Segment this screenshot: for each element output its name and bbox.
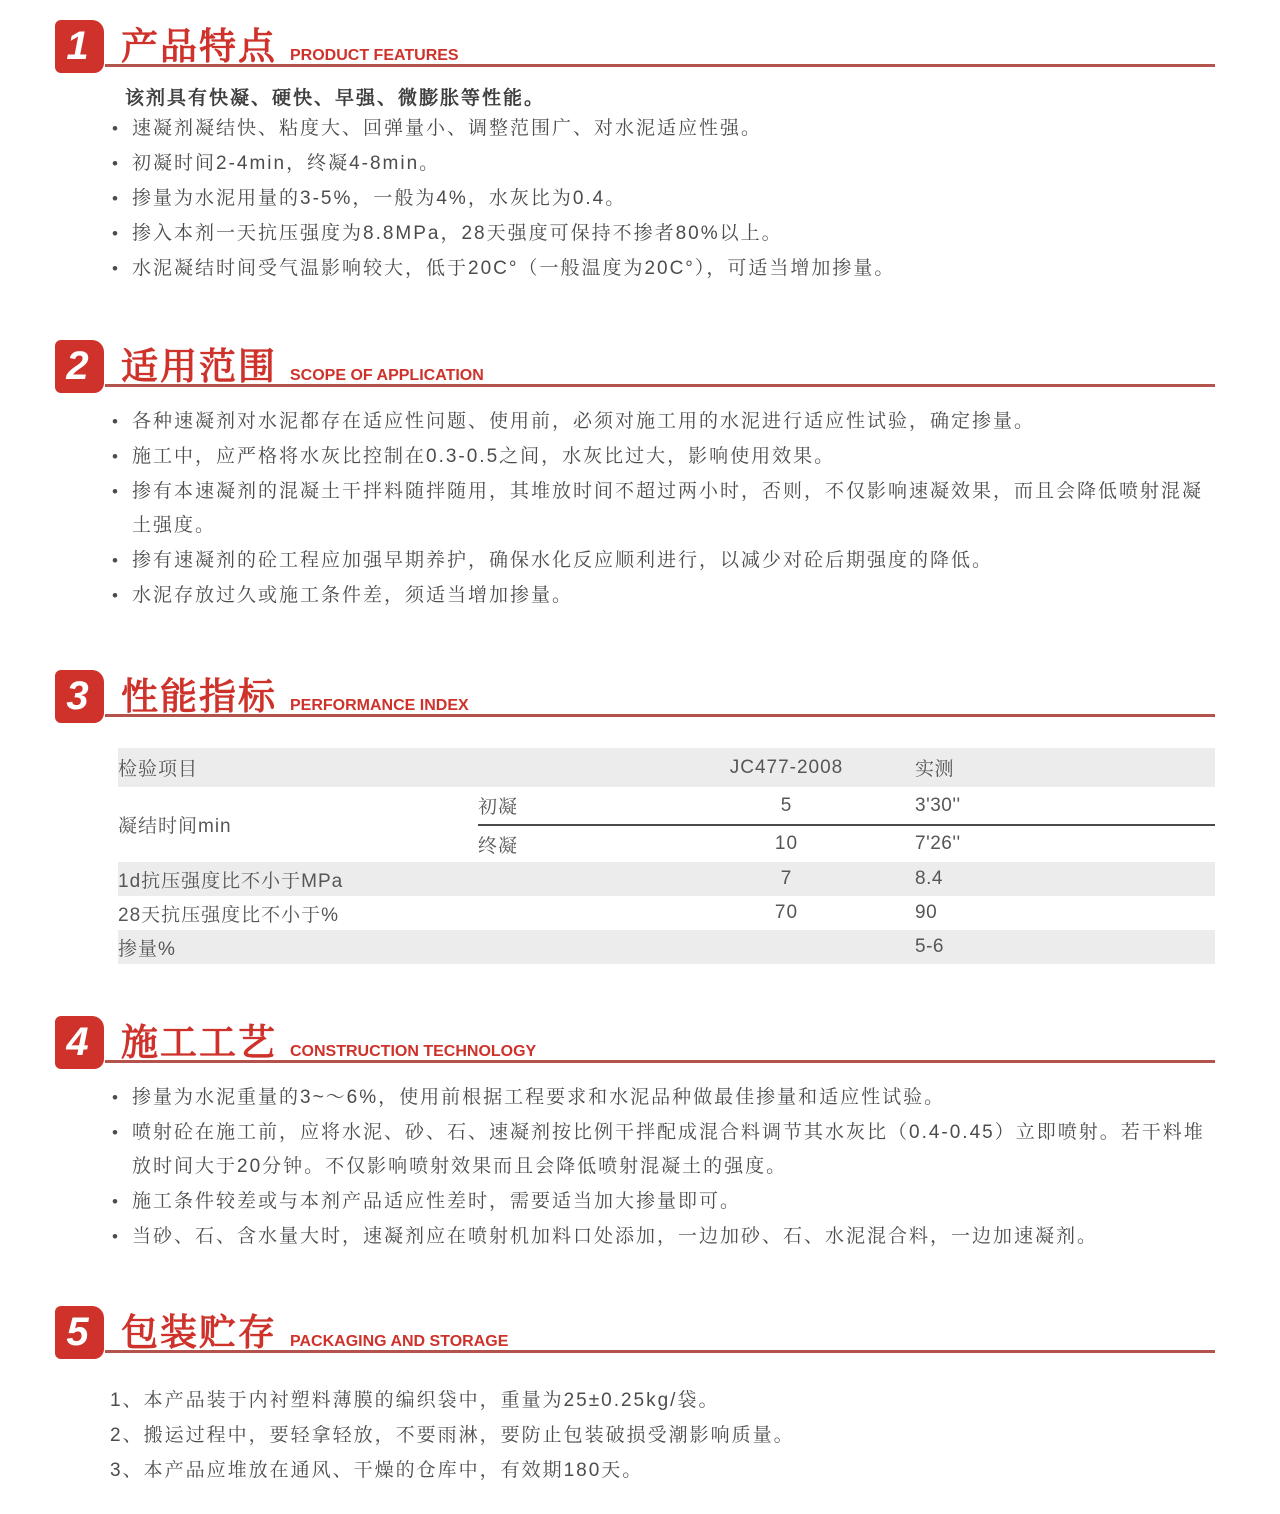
list-item — [112, 112, 1217, 146]
list-item — [112, 1081, 1217, 1115]
section-title-en: PRODUCT FEATURES — [290, 47, 459, 64]
cell-final-measured: 7'26'' — [915, 825, 1215, 862]
cell-measured: 8.4 — [915, 868, 943, 889]
section-scope-of-application — [55, 340, 1217, 614]
col-header-item: 检验项目 — [118, 759, 199, 780]
list-item-text: 掺入本剂一天抗压强度为8.8MPa，28天强度可保持不掺者80%以上。 — [132, 223, 783, 244]
bullet-dot-icon: • — [112, 119, 120, 138]
section-header — [55, 1016, 1217, 1070]
cell-setting-time-label: 凝结时间min — [118, 816, 232, 837]
list-item-text: 喷射砼在施工前，应将水泥、砂、石、速凝剂按比例干拌配成混合料调节其水灰比（0.4-0.45）立即喷射。若干料堆放时间大于20分钟。不仅影响喷射效果而且会降低喷射混凝土的强度。 — [132, 1122, 1205, 1177]
bullet-dot-icon: • — [112, 1192, 120, 1211]
cell-measured: 5-6 — [915, 936, 944, 957]
cell-standard: 7 — [780, 868, 793, 889]
section-title-en: CONSTRUCTION TECHNOLOGY — [290, 1043, 537, 1060]
list-item — [112, 182, 1217, 216]
features-bullet-list — [55, 112, 1217, 286]
construction-bullet-list — [55, 1081, 1217, 1254]
list-item — [110, 1384, 1217, 1418]
cell-final-standard: 10 — [658, 825, 915, 862]
list-item — [110, 1419, 1217, 1453]
section-header — [55, 340, 1217, 394]
section-header — [55, 670, 1217, 724]
section-titles — [121, 340, 484, 387]
bullet-dot-icon: • — [112, 189, 120, 208]
list-item — [112, 252, 1217, 286]
section-title-en: PERFORMANCE INDEX — [290, 697, 469, 714]
bullet-dot-icon: • — [112, 482, 120, 501]
list-item-text: 施工条件较差或与本剂产品适应性差时，需要适当加大掺量即可。 — [132, 1191, 742, 1212]
section-titles — [121, 1016, 536, 1063]
bullet-dot-icon: • — [112, 259, 120, 278]
list-item-text: 速凝剂凝结快、粘度大、回弹量小、调整范围广、对水泥适应性强。 — [132, 118, 763, 139]
section-performance-index — [55, 670, 1217, 964]
list-item — [112, 217, 1217, 251]
cell-standard — [658, 930, 915, 964]
bullet-dot-icon: • — [112, 1088, 120, 1107]
table-row-28d-strength — [118, 896, 1215, 930]
cell-item: 28天抗压强度比不小于% — [118, 904, 340, 926]
section-number-badge: 2 — [55, 340, 104, 393]
col-header-measured: 实测 — [915, 759, 955, 780]
table-header-row — [118, 748, 1215, 787]
list-item — [110, 1454, 1217, 1488]
section-packaging-storage — [55, 1306, 1217, 1489]
cell-standard: 70 — [774, 902, 799, 923]
section-titles — [121, 670, 469, 717]
bullet-dot-icon: • — [112, 154, 120, 173]
cell-blank — [478, 930, 658, 964]
section-title-zh: 产品特点 — [121, 26, 277, 67]
section-header — [55, 20, 1217, 74]
list-item-text: 掺量为水泥重量的3~～6%，使用前根据工程要求和水泥品种做最佳掺量和适应性试验。 — [132, 1087, 946, 1108]
list-item — [112, 440, 1217, 474]
section-titles — [121, 1306, 508, 1353]
list-item-text: 水泥凝结时间受气温影响较大，低于20C°（一般温度为20C°），可适当增加掺量。 — [132, 258, 896, 279]
section-number-badge: 5 — [55, 1306, 104, 1359]
list-item — [112, 475, 1217, 543]
cell-blank — [478, 896, 658, 930]
section-title-zh: 施工工艺 — [121, 1022, 277, 1063]
list-item-text: 施工中，应严格将水灰比控制在0.3-0.5之间，水灰比过大，影响使用效果。 — [132, 446, 836, 467]
section-number-badge: 1 — [55, 20, 104, 73]
list-item-text: 掺有本速凝剂的混凝土干拌料随拌随用，其堆放时间不超过两小时，否则，不仅影响速凝效果，而且会降低喷射混凝土强度。 — [132, 481, 1204, 536]
performance-table — [118, 748, 1215, 964]
cell-initial-measured: 3'30'' — [915, 794, 961, 816]
list-item-text: 当砂、石、含水量大时，速凝剂应在喷射机加料口处添加，一边加砂、石、水泥混合料，一边加速凝剂。 — [132, 1226, 1099, 1247]
list-item-text: 2、搬运过程中，要轻拿轻放，不要雨淋，要防止包装破损受潮影响质量。 — [110, 1425, 795, 1446]
col-header-blank — [478, 748, 658, 787]
list-item-text: 初凝时间2-4min，终凝4-8min。 — [132, 153, 441, 174]
list-item — [112, 405, 1217, 439]
list-item — [112, 1220, 1217, 1254]
bullet-dot-icon: • — [112, 412, 120, 431]
list-item-text: 掺有速凝剂的砼工程应加强早期养护，确保水化反应顺利进行，以减少对砼后期强度的降低。 — [132, 550, 994, 571]
list-item-text: 3、本产品应堆放在通风、干燥的仓库中，有效期180天。 — [110, 1460, 644, 1481]
features-intro: 该剂具有快凝、硬快、早强、微膨胀等性能。 — [125, 88, 546, 109]
bullet-dot-icon: • — [112, 447, 120, 466]
section-construction-technology — [55, 1016, 1217, 1255]
bullet-dot-icon: • — [112, 1227, 120, 1246]
list-item — [112, 579, 1217, 613]
list-item — [112, 1185, 1217, 1219]
table-row-initial-setting — [118, 787, 1215, 825]
cell-item: 掺量% — [118, 938, 176, 960]
list-item-text: 各种速凝剂对水泥都存在适应性问题、使用前，必须对施工用的水泥进行适应性试验，确定掺量。 — [132, 411, 1036, 432]
scope-bullet-list — [55, 405, 1217, 613]
section-header — [55, 1306, 1217, 1360]
section-title-zh: 性能指标 — [121, 676, 277, 717]
section-number-badge: 3 — [55, 670, 104, 723]
bullet-dot-icon: • — [112, 224, 120, 243]
col-header-standard: JC477-2008 — [729, 756, 844, 778]
table-row-dosage — [118, 930, 1215, 964]
section-title-en: PACKAGING AND STORAGE — [290, 1333, 509, 1350]
cell-final-sub: 终凝 — [478, 825, 658, 862]
bullet-dot-icon: • — [112, 1123, 120, 1142]
bullet-dot-icon: • — [112, 586, 120, 605]
packaging-numbered-list — [55, 1384, 1217, 1488]
cell-initial-standard: 5 — [780, 794, 793, 816]
list-item — [112, 1116, 1217, 1184]
cell-blank — [478, 862, 658, 896]
section-title-zh: 包装贮存 — [121, 1312, 277, 1353]
section-title-en: SCOPE OF APPLICATION — [290, 367, 484, 384]
list-item-text: 水泥存放过久或施工条件差，须适当增加掺量。 — [132, 585, 574, 606]
list-item-text: 掺量为水泥用量的3-5%，一般为4%，水灰比为0.4。 — [132, 188, 627, 209]
list-item-text: 1、本产品装于内衬塑料薄膜的编织袋中，重量为25±0.25kg/袋。 — [110, 1390, 720, 1411]
bullet-dot-icon: • — [112, 551, 120, 570]
section-product-features — [55, 20, 1217, 287]
section-titles — [121, 20, 459, 67]
list-item — [112, 544, 1217, 578]
section-title-zh: 适用范围 — [121, 346, 277, 387]
table-row-1d-strength — [118, 862, 1215, 896]
list-item — [112, 147, 1217, 181]
cell-item: 1d抗压强度比不小于MPa — [118, 870, 344, 892]
cell-initial-sub: 初凝 — [478, 797, 519, 818]
section-number-badge: 4 — [55, 1016, 104, 1069]
cell-measured: 90 — [915, 902, 938, 923]
